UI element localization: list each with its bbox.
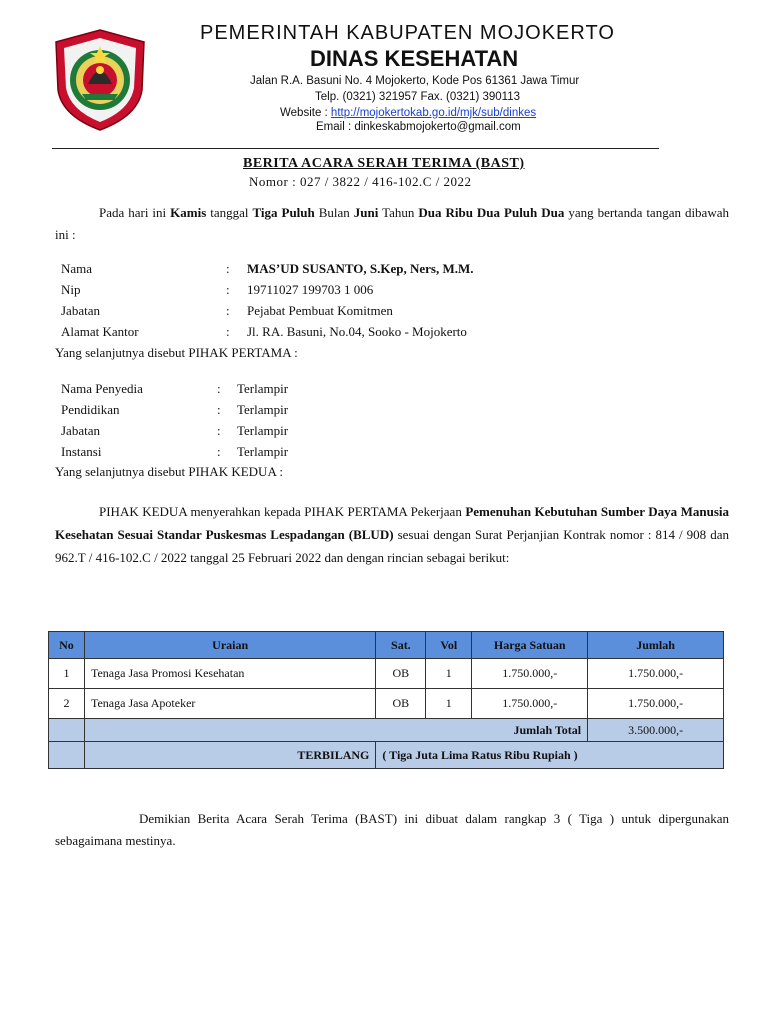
terbilang-label: TERBILANG <box>84 742 375 769</box>
cell-vol: 1 <box>426 689 472 719</box>
col-header-sat: Sat. <box>376 632 426 659</box>
terbilang-blank-cell <box>49 742 85 769</box>
cell-harga: 1.750.000,- <box>472 689 588 719</box>
pihak2-designation: Yang selanjutnya disebut PIHAK KEDUA : <box>55 464 283 479</box>
letterhead-phone-fax: Telp. (0321) 321957 Fax. (0321) 390113 <box>315 91 521 103</box>
terbilang-value: ( Tiga Juta Lima Ratus Ribu Rupiah ) <box>376 742 724 769</box>
table-total-row <box>49 719 724 742</box>
regency-emblem-logo <box>52 28 148 132</box>
document-title: BERITA ACARA SERAH TERIMA (BAST) <box>243 156 525 171</box>
cell-sat: OB <box>376 659 426 689</box>
intro-paragraph: Pada hari ini Kamis tanggal Tiga Puluh Bulan Juni Tahun Dua Ribu Dua Puluh Dua yang bertanda tangan dibawah ini : <box>55 205 729 242</box>
cell-harga: 1.750.000,- <box>472 659 588 689</box>
handover-paragraph: PIHAK KEDUA menyerahkan kepada PIHAK PERTAMA Pekerjaan Pemenuhan Kebutuhan Sumber Daya Manusia Kesehatan Sesuai Standar Puskesmas Lespadangan (BLUD) sesuai dengan Surat Perjanjian Kontrak nomor : 814 / 908 dan 962.T / 416-102.C / 2022 tanggal 25 Februari 2022 dan dengan rincian sebagai berikut: <box>55 504 729 565</box>
cell-no: 2 <box>49 689 85 719</box>
table-row <box>49 689 724 719</box>
letterhead-email: Email : dinkeskabmojokerto@gmail.com <box>316 121 521 133</box>
total-label: Jumlah Total <box>84 719 587 742</box>
document-number: Nomor : 027 / 3822 / 416-102.C / 2022 <box>249 174 472 189</box>
cell-vol: 1 <box>426 659 472 689</box>
letterhead-department: DINAS KESEHATAN <box>310 46 519 71</box>
cell-uraian: Tenaga Jasa Promosi Kesehatan <box>84 659 375 689</box>
website-label: Website : <box>280 107 331 119</box>
total-blank-cell <box>49 719 85 742</box>
table-row <box>49 659 724 689</box>
letterhead-address: Jalan R.A. Basuni No. 4 Mojokerto, Kode Pos 61361 Jawa Timur <box>250 75 580 87</box>
total-value: 3.500.000,- <box>588 719 724 742</box>
col-header-no: No <box>49 632 85 659</box>
website-link[interactable]: http://mojokertokab.go.id/mjk/sub/dinkes <box>330 107 537 119</box>
col-header-harga-satuan: Harga Satuan <box>472 632 588 659</box>
cell-jumlah: 1.750.000,- <box>588 689 724 719</box>
table-header-row <box>49 632 724 659</box>
table-terbilang-row <box>49 742 724 769</box>
details-table <box>48 631 724 769</box>
cell-uraian: Tenaga Jasa Apoteker <box>84 689 375 719</box>
col-header-vol: Vol <box>426 632 472 659</box>
pihak1-designation: Yang selanjutnya disebut PIHAK PERTAMA : <box>55 345 298 360</box>
col-header-uraian: Uraian <box>84 632 375 659</box>
letterhead-government: PEMERINTAH KABUPATEN MOJOKERTO <box>200 22 615 44</box>
cell-sat: OB <box>376 689 426 719</box>
col-header-jumlah: Jumlah <box>588 632 724 659</box>
cell-no: 1 <box>49 659 85 689</box>
letterhead-website <box>280 107 536 119</box>
cell-jumlah: 1.750.000,- <box>588 659 724 689</box>
letterhead-divider <box>52 148 659 149</box>
closing-paragraph: Demikian Berita Acara Serah Terima (BAST) ini dibuat dalam rangkap 3 ( Tiga ) untuk dipergunakan sebagaimana mestinya. <box>55 811 729 848</box>
